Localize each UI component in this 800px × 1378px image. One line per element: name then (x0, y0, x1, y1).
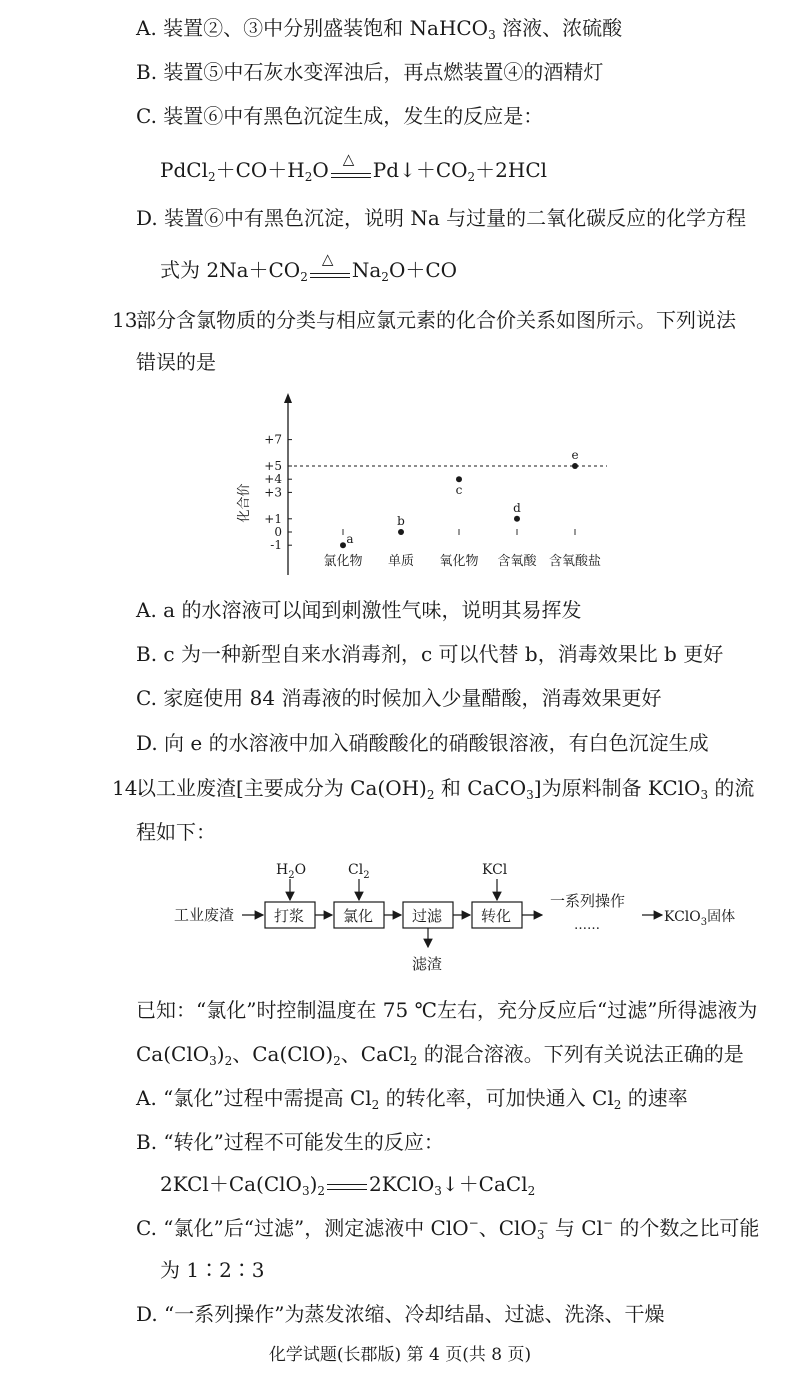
flow-series-label: 一系列操作 (550, 892, 626, 910)
q12-option-d: D. 装置⑥中有黑色沉淀，说明 Na 与过量的二氧化碳反应的化学方程 (136, 206, 747, 230)
flow-input-cl2: $Cl_2$ (348, 862, 370, 881)
q12-option-c: C. 装置⑥中有黑色沉淀生成，发生的反应是： (136, 104, 544, 128)
q14-option-c: C. “氯化”后“过滤”，测定滤液中 ClO−、ClO$_3$− 与 Cl− 的个数之比可能 (136, 1216, 760, 1242)
chlorine-valence-chart (230, 385, 640, 585)
flow-end-product: KClO$_3$固体 (664, 909, 736, 928)
data-point-a (340, 542, 346, 548)
flow-box-slurry-label: 打浆 (274, 907, 305, 925)
q14-number: 14. (112, 776, 144, 800)
x-category-label: 氯化物 (323, 554, 363, 569)
q14-stem-cont: 程如下： (136, 820, 216, 844)
x-category-label: 含氧酸 (497, 554, 537, 569)
data-point-label-b: b (397, 514, 405, 528)
q13-stem: 部分含氯物质的分类与相应氯元素的化合价关系如图所示。下列说法 (136, 308, 736, 332)
data-point-label-c: c (455, 483, 463, 498)
data-point-e (572, 463, 578, 469)
page-footer: 化学试题(长郡版) 第 4 页(共 8 页) (268, 1345, 532, 1365)
q14-option-c-cont: 为 1∶2∶3 (160, 1258, 265, 1282)
q14-known: 已知：“氯化”时控制温度在 75 ℃左右，充分反应后“过滤”所得滤液为 (136, 998, 758, 1022)
flow-input-kcl: KCl (482, 862, 508, 878)
q14-option-a: A. “氯化”过程中需提高 $Cl_2$ 的转化率，可加快通入 $Cl_2$ 的速率 (136, 1086, 688, 1112)
equals-sign (325, 1175, 369, 1197)
q14-equation-b: $2KCl+Ca(ClO_3)_2$ 2KClO$_3$↓＋CaCl$_2$ (160, 1172, 536, 1198)
data-point-b (398, 529, 404, 535)
heating-condition-arrow: △ (308, 261, 352, 283)
q13-option-c: C. 家庭使用 84 消毒液的时候加入少量醋酸，消毒效果更好 (136, 686, 662, 710)
q12-option-a: A. 装置②、③中分别盛装饱和 NaHCO$_3$ 溶液、浓硫酸 (136, 16, 623, 42)
data-point-label-d: d (513, 500, 521, 515)
y-tick-label: +4 (264, 472, 282, 487)
y-tick-label: +7 (264, 432, 282, 447)
heating-condition-arrow: △ (329, 161, 373, 183)
q13-option-d: D. 向 e 的水溶液中加入硝酸酸化的硝酸银溶液，有白色沉淀生成 (136, 731, 709, 755)
data-point-c (456, 476, 462, 482)
flow-box-filter-label: 过滤 (412, 907, 443, 925)
x-category-label: 单质 (387, 554, 415, 569)
q14-stem: 以工业废渣[主要成分为 $Ca(OH)_2$ 和 CaCO$_3$]为原料制备 KClO$_3$ 的流 (136, 776, 755, 802)
process-flow-diagram (170, 855, 770, 975)
y-axis-arrow-icon (284, 393, 292, 403)
y-tick-label: +5 (264, 459, 282, 473)
q13-option-b: B. c 为一种新型自来水消毒剂，c 可以代替 b，消毒效果比 b 更好 (136, 642, 724, 666)
q14-option-b: B. “转化”过程不可能发生的反应： (136, 1130, 444, 1154)
flow-box-conversion-label: 转化 (481, 907, 512, 925)
flow-box-chlorination-label: 氯化 (343, 907, 374, 925)
q12-option-b: B. 装置⑤中石灰水变浑浊后，再点燃装置④的酒精灯 (136, 60, 604, 84)
y-tick-label: +1 (264, 511, 282, 526)
q13-option-a: A. a 的水溶液可以闻到刺激性气味，说明其易挥发 (136, 598, 582, 622)
flow-filter-residue: 滤渣 (412, 955, 443, 973)
flow-series-dots: …… (574, 918, 600, 933)
y-tick-label: +3 (264, 485, 282, 500)
q13-stem-cont: 错误的是 (136, 350, 216, 374)
q13-number: 13. (112, 308, 144, 332)
flow-start-label: 工业废渣 (174, 906, 235, 924)
x-category-label: 氧化物 (439, 554, 479, 569)
y-tick-label: 0 (274, 525, 282, 539)
y-tick-label: -1 (270, 538, 282, 553)
q14-known-cont: $Ca(ClO_3)_2$、$Ca(ClO)_2$、CaCl$_2$ 的混合溶液。下列有关说法正确的是 (136, 1042, 744, 1068)
y-axis-label: 化合价 (237, 483, 252, 523)
data-point-d (514, 516, 520, 522)
q14-option-d: D. “一系列操作”为蒸发浓缩、冷却结晶、过滤、洗涤、干燥 (136, 1302, 665, 1326)
data-point-label-a: a (346, 532, 354, 547)
data-point-label-e: e (571, 448, 579, 462)
q12-equation-c: $PdCl_2+CO+H_2O$ △ $Pd↓+CO_2+2HCl$ (160, 149, 548, 184)
flow-input-h2o: $H_2O$ (276, 862, 307, 881)
x-category-label: 含氧酸盐 (548, 554, 602, 569)
q12-option-d-equation: 式为 $2Na+CO_2$ △ $Na_2O+CO$ (160, 249, 458, 284)
